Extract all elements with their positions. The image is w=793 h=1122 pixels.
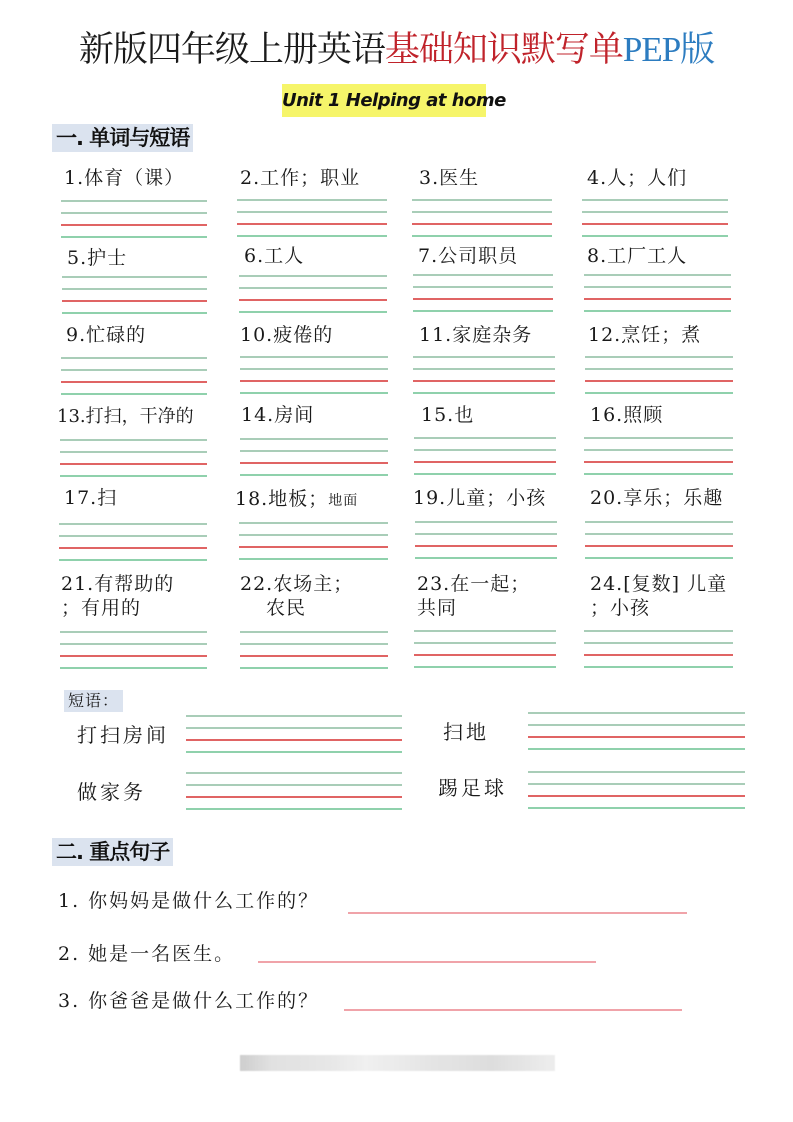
phrase-grid-2[interactable] [528, 712, 745, 752]
word-prompt-22-line2: 农民 [266, 597, 307, 619]
writing-grid-10[interactable] [240, 356, 388, 396]
writing-grid-5[interactable] [62, 276, 207, 316]
word-prompt-12: 12.烹饪；煮 [588, 324, 702, 346]
word-prompt-7: 7.公司职员 [418, 245, 519, 267]
word-prompt-22 [240, 572, 353, 620]
writing-grid-13[interactable] [60, 439, 207, 479]
sentence-answer-line-1[interactable] [348, 912, 687, 914]
phrase-grid-4[interactable] [528, 771, 745, 811]
word-prompt-13: 13.打扫，干净的 [57, 406, 194, 427]
writing-grid-18[interactable] [239, 522, 388, 562]
writing-grid-3[interactable] [412, 199, 552, 239]
word-prompt-10: 10.疲倦的 [240, 324, 334, 346]
unit-banner [282, 84, 506, 117]
writing-grid-11[interactable] [413, 356, 555, 396]
phrase-prompt-3: 做家务 [77, 780, 146, 804]
word-prompt-16: 16.照顾 [590, 404, 664, 426]
writing-grid-2[interactable] [237, 199, 387, 239]
sentence-prompt-2: 2. 她是一名医生。 [58, 943, 236, 965]
word-prompt-21-line2: ；有用的 [61, 597, 142, 619]
writing-grid-21[interactable] [60, 631, 207, 671]
word-prompt-18 [235, 487, 358, 513]
writing-grid-1[interactable] [61, 200, 207, 240]
writing-grid-24[interactable] [584, 630, 733, 670]
writing-grid-20[interactable] [585, 521, 733, 561]
title-part-grade: 新版四年级上册英语 [78, 30, 385, 70]
writing-grid-14[interactable] [240, 438, 388, 478]
word-prompt-23-line2: 共同 [417, 597, 458, 619]
word-prompt-23 [417, 572, 530, 620]
title-part-edition: PEP版 [622, 30, 715, 69]
word-prompt-17: 17.扫 [64, 487, 118, 509]
word-prompt-23-line1: 23.在一起； [417, 573, 531, 595]
writing-grid-17[interactable] [59, 523, 207, 563]
phrase-prompt-1: 打扫房间 [77, 723, 169, 747]
writing-grid-6[interactable] [239, 275, 387, 315]
word-prompt-24-line1: 24.[复数] 儿童 [590, 573, 728, 595]
page-title [0, 26, 793, 74]
word-prompt-20: 20.享乐；乐趣 [590, 487, 724, 509]
phrase-prompt-4: 踢足球 [438, 776, 507, 800]
writing-grid-12[interactable] [585, 356, 733, 396]
blurred-watermark [240, 1055, 555, 1071]
word-prompt-1: 1.体育（课） [64, 167, 185, 189]
word-prompt-15: 15.也 [421, 404, 475, 426]
writing-grid-7[interactable] [413, 274, 553, 314]
word-prompt-22-line1: 22.农场主； [240, 573, 354, 595]
phrase-grid-3[interactable] [186, 772, 402, 812]
word-prompt-19: 19.儿童；小孩 [413, 487, 547, 509]
sentence-answer-line-2[interactable] [258, 961, 596, 963]
section-heading-sentences: 二. 重点句子 [52, 838, 173, 866]
writing-grid-23[interactable] [414, 630, 556, 670]
phrase-prompt-2: 扫地 [443, 720, 489, 744]
word-prompt-9: 9.忙碌的 [66, 324, 147, 346]
writing-grid-4[interactable] [582, 199, 728, 239]
word-prompt-24-line2: ；小孩 [590, 597, 651, 619]
writing-grid-8[interactable] [584, 274, 731, 314]
unit-title: Unit 1 Helping at home [282, 90, 506, 111]
word-prompt-14: 14.房间 [241, 404, 315, 426]
word-prompt-2: 2.工作；职业 [240, 167, 361, 189]
writing-grid-16[interactable] [584, 437, 733, 477]
sentence-prompt-1: 1. 你妈妈是做什么工作的？ [58, 890, 320, 912]
word-prompt-18-small: 地面 [328, 493, 359, 509]
section-heading-words: 一. 单词与短语 [52, 124, 193, 152]
word-prompt-11: 11.家庭杂务 [419, 324, 533, 346]
phrase-grid-1[interactable] [186, 715, 402, 755]
phrases-tag: 短语： [64, 690, 123, 712]
word-prompt-21 [61, 572, 174, 620]
writing-grid-9[interactable] [61, 357, 207, 397]
word-prompt-21-line1: 21.有帮助的 [61, 573, 175, 595]
writing-grid-15[interactable] [414, 437, 556, 477]
sentence-prompt-3: 3. 你爸爸是做什么工作的？ [58, 990, 320, 1012]
sentence-answer-line-3[interactable] [344, 1009, 682, 1011]
word-prompt-8: 8.工厂工人 [587, 245, 688, 267]
title-part-dictation: 基础知识默写单 [384, 30, 623, 70]
word-prompt-24 [590, 572, 727, 620]
word-prompt-3: 3.医生 [419, 167, 480, 189]
word-prompt-5: 5.护士 [67, 247, 128, 269]
word-prompt-4: 4.人；人们 [587, 167, 688, 189]
word-prompt-18-main: 18.地板； [235, 488, 329, 510]
writing-grid-19[interactable] [415, 521, 557, 561]
word-prompt-6: 6.工人 [244, 245, 305, 267]
writing-grid-22[interactable] [240, 631, 388, 671]
